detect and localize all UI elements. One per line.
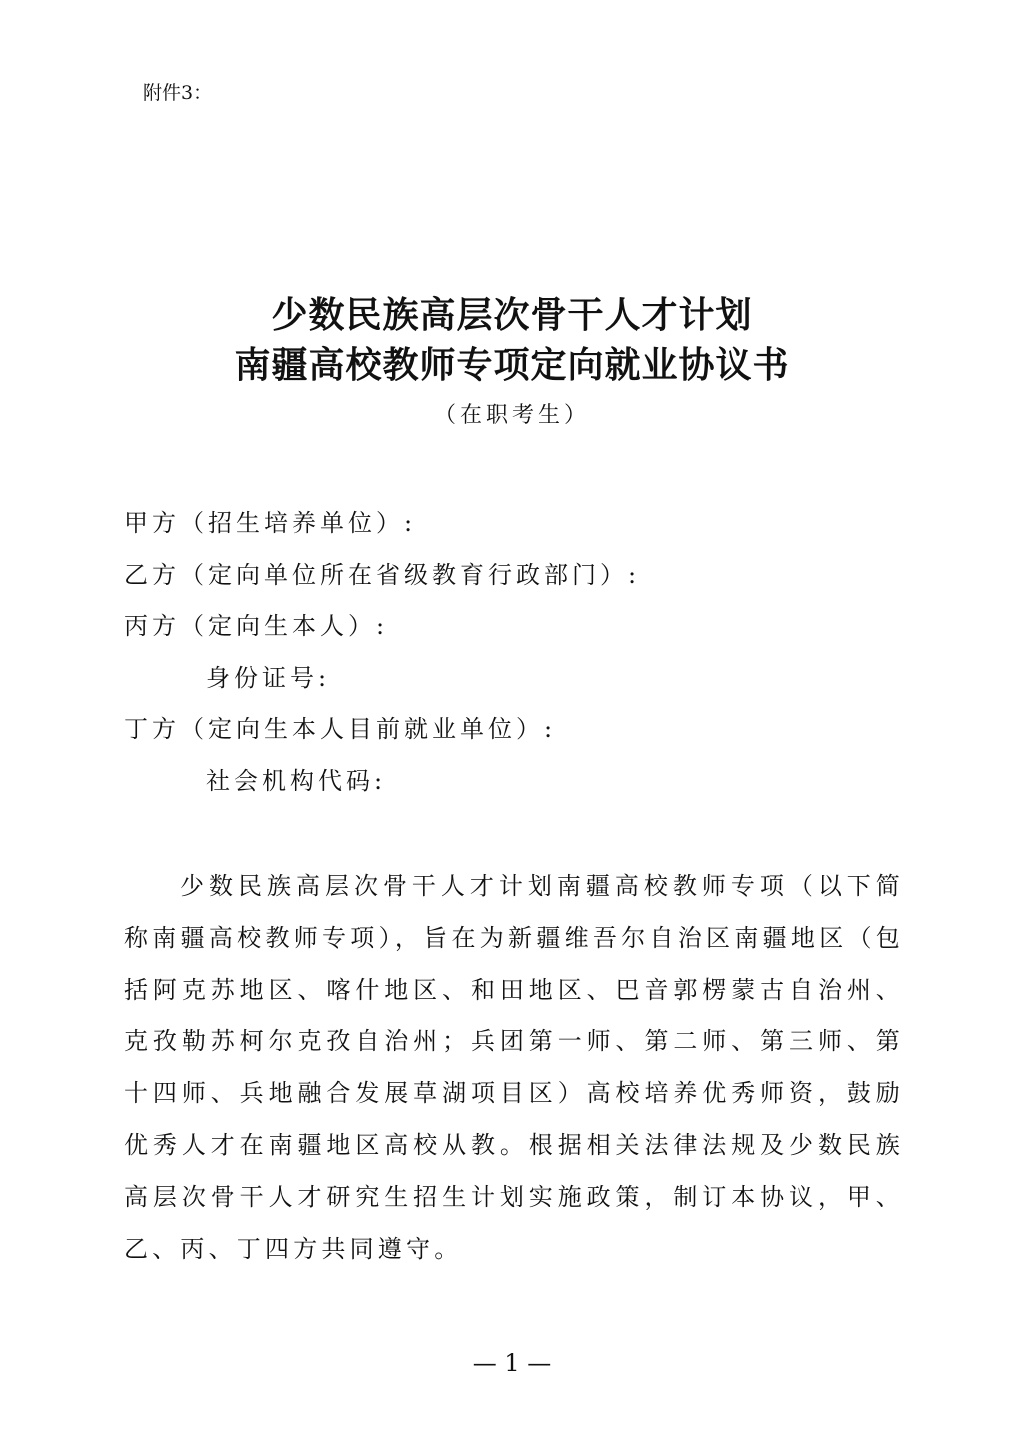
party-d-label: 丁方（定向生本人目前就业单位）: bbox=[124, 715, 557, 743]
party-a-label: 甲方（招生培养单位）: bbox=[124, 509, 417, 537]
page-number: — 1 — bbox=[472, 1349, 552, 1377]
org-code-label: 社会机构代码: bbox=[206, 767, 387, 795]
document-title-line1: 少数民族高层次骨干人才计划 bbox=[271, 294, 753, 336]
attachment-label: 附件3： bbox=[143, 82, 213, 104]
party-b-label: 乙方（定向单位所在省级教育行政部门）: bbox=[124, 561, 641, 589]
document-title-line2: 南疆高校教师专项定向就业协议书 bbox=[234, 344, 790, 386]
document-subtitle: （在职考生） bbox=[433, 403, 590, 428]
id-number-label: 身份证号: bbox=[206, 664, 331, 692]
intro-paragraph: 少数民族高层次骨干人才计划南疆高校教师专项（以下简称南疆高校教师专项），旨在为新疆维吾尔自治区南疆地区（包括阿克苏地区、喀什地区、和田地区、巴音郭楞蒙古自治州、克孜勒苏柯尔克孜自治州；兵团第一师、第二师、第三师、第十四师、兵地融合发展草湖项目区）高校培养优秀师资，鼓励优秀人才在南疆地区高校从教。根据相关法律法规及少数民族高层次骨干人才研究生招生计划实施政策，制订本协议，甲、乙、丙、丁四方共同遵守。 bbox=[124, 872, 904, 1263]
party-c-label: 丙方（定向生本人）: bbox=[124, 612, 389, 640]
